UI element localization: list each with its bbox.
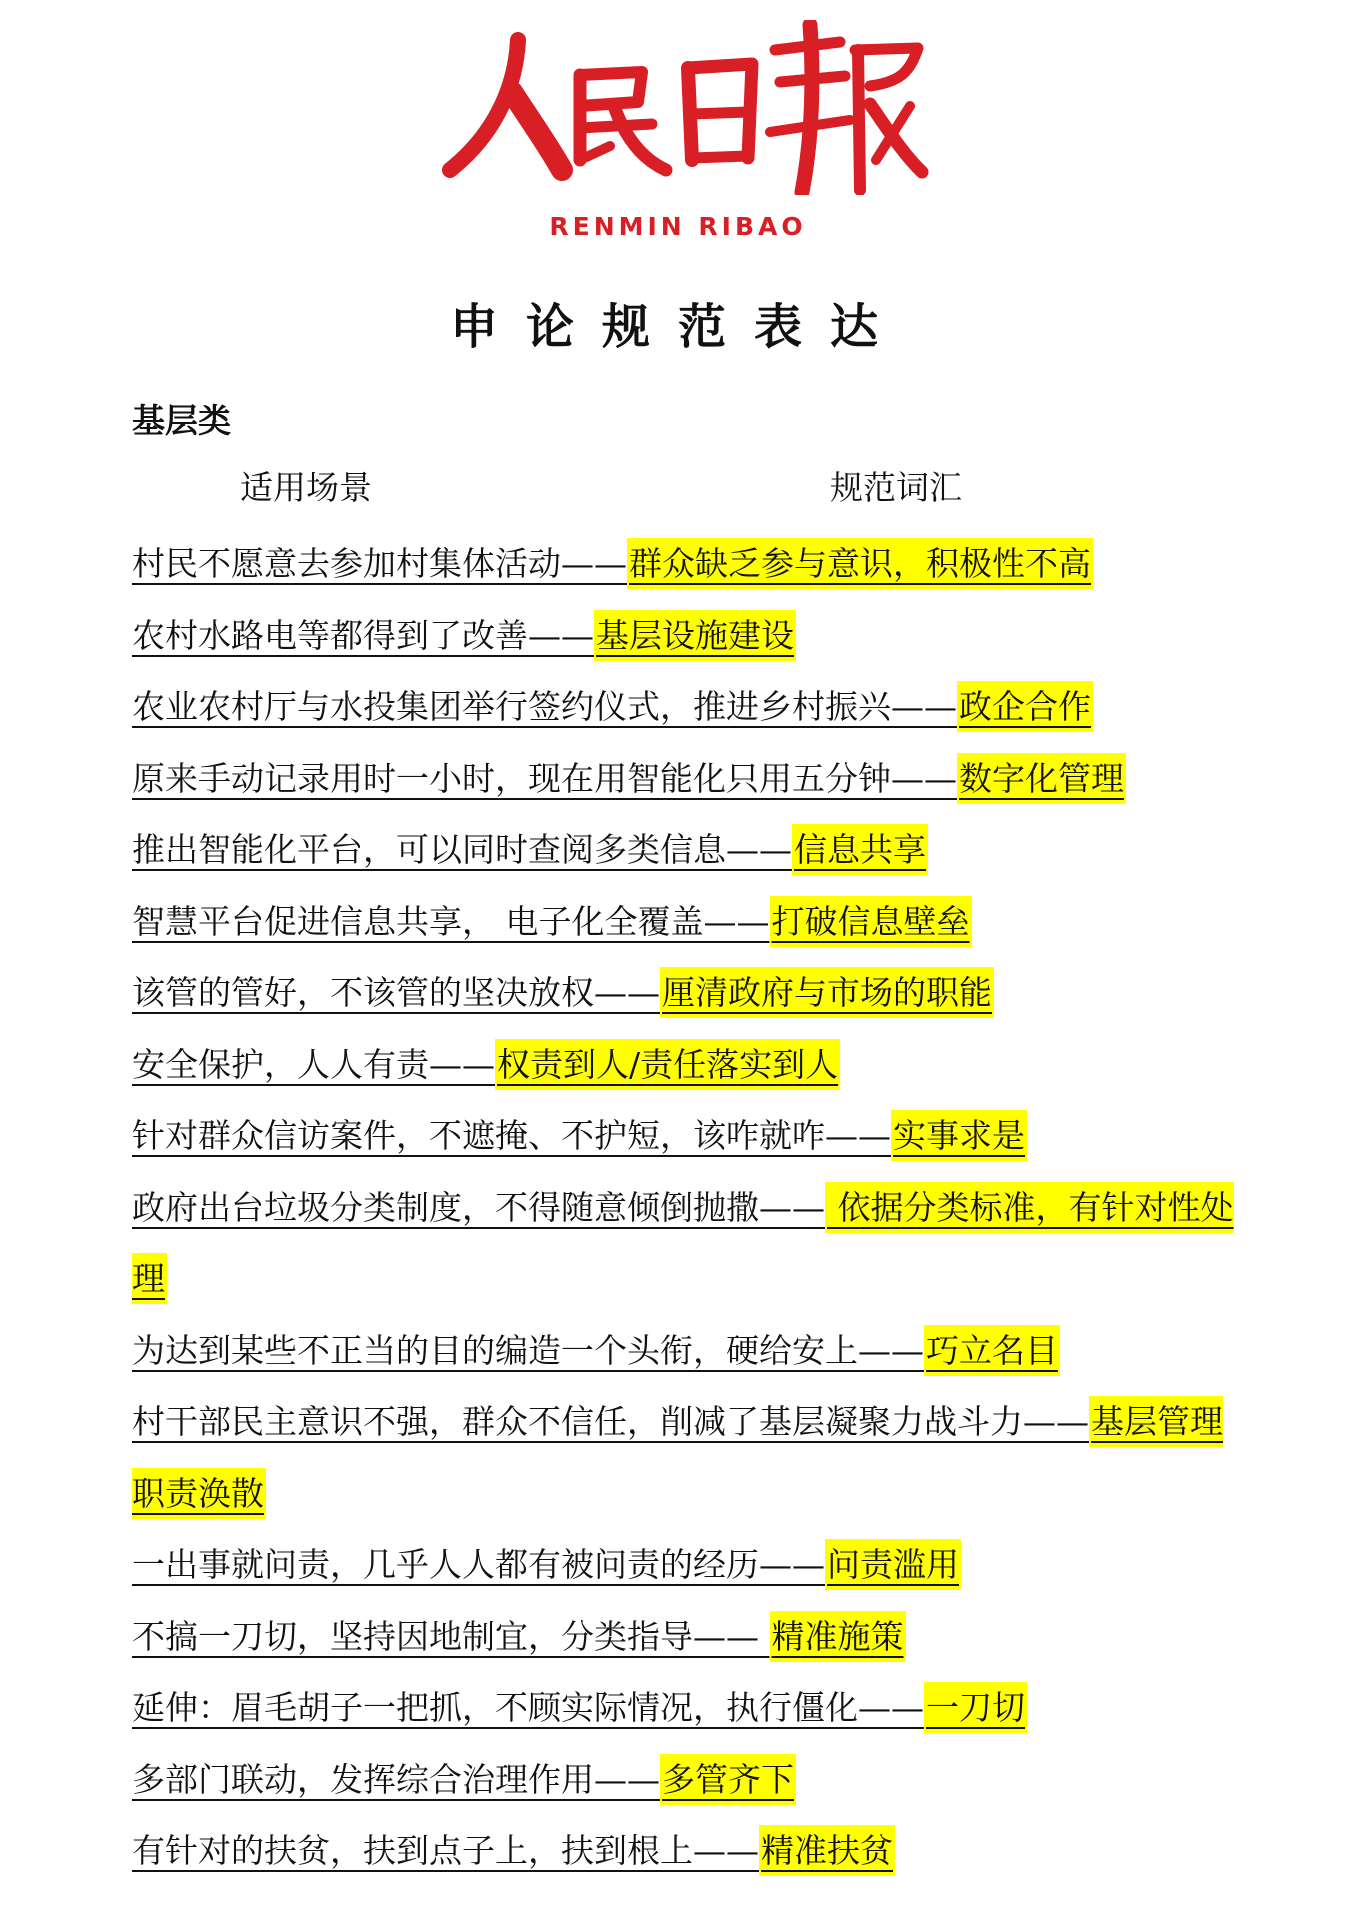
term-highlight: 多管齐下 [660, 1754, 796, 1805]
term-highlight: 打破信息壁垒 [770, 896, 972, 947]
scene-text: 为达到某些不正当的目的编造一个头衔，硬给安上—— [132, 1330, 924, 1370]
scene-text: 延伸：眉毛胡子一把抓，不顾实际情况，执行僵化—— [132, 1688, 924, 1727]
section-heading: 基层类 [132, 401, 231, 440]
scene-text: 不搞一刀切，坚持因地制宜，分类指导—— [132, 1616, 770, 1656]
scene-text: 原来手动记录用时一小时，现在用智能化只用五分钟—— [132, 758, 957, 798]
column-header-term: 规范词汇 [830, 468, 962, 507]
scene-text: 安全保护，人人有责—— [132, 1044, 495, 1084]
term-highlight: 权责到人/责任落实到人 [495, 1039, 840, 1090]
scene-text: 农业农村厅与水投集团举行签约仪式，推进乡村振兴—— [132, 687, 957, 726]
list-item [132, 743, 1252, 815]
list-item [132, 1601, 1252, 1673]
term-highlight: 数字化管理 [957, 753, 1126, 804]
term-highlight: 依据分类标准，有针对性处理 [132, 1182, 1234, 1305]
scene-text: 政府出台垃圾分类制度，不得随意倾倒抛撒—— [132, 1187, 825, 1227]
term-highlight: 问责滥用 [825, 1539, 961, 1590]
list-item [132, 814, 1252, 886]
term-highlight: 巧立名目 [924, 1325, 1060, 1376]
term-highlight: 群众缺乏参与意识，积极性不高 [627, 538, 1093, 589]
masthead-romanized: RENMIN RIBAO [549, 212, 807, 241]
scene-text: 智慧平台促进信息共享， 电子化全覆盖—— [132, 901, 770, 941]
list-item [132, 957, 1252, 1029]
scene-text: 多部门联动，发挥综合治理作用—— [132, 1759, 660, 1799]
term-highlight: 信息共享 [792, 824, 928, 875]
list-item [132, 1386, 1252, 1529]
term-highlight: 厘清政府与市场的职能 [660, 967, 994, 1018]
scene-text: 一出事就问责，几乎人人都有被问责的经历—— [132, 1545, 825, 1584]
scene-text: 村干部民主意识不强，群众不信任，削减了基层凝聚力战斗力—— [132, 1402, 1089, 1441]
term-highlight: 政企合作 [957, 681, 1093, 732]
document-title: 申论规范表达 [449, 299, 906, 355]
scene-text: 针对群众信访案件，不遮掩、不护短，该咋就咋—— [132, 1116, 891, 1155]
scene-text: 有针对的扶贫，扶到点子上，扶到根上—— [132, 1831, 759, 1870]
list-item [132, 671, 1252, 743]
list-item [132, 600, 1252, 672]
renmin-ribao-logo [430, 20, 930, 195]
list-item [132, 1315, 1252, 1387]
list-item [132, 1172, 1252, 1315]
scene-text: 农村水路电等都得到了改善—— [132, 615, 594, 655]
entries-list [132, 528, 1252, 1887]
scene-text: 该管的管好，不该管的坚决放权—— [132, 973, 660, 1012]
term-highlight: 基层管理职责涣散 [132, 1396, 1223, 1519]
list-item [132, 886, 1252, 958]
list-item [132, 1100, 1252, 1172]
column-header-scene: 适用场景 [240, 468, 372, 507]
term-highlight: 精准施策 [770, 1611, 906, 1662]
list-item [132, 1815, 1252, 1887]
list-item [132, 1029, 1252, 1101]
list-item [132, 528, 1252, 600]
term-highlight: 一刀切 [924, 1682, 1027, 1733]
term-highlight: 基层设施建设 [594, 610, 796, 661]
scene-text: 推出智能化平台，可以同时查阅多类信息—— [132, 830, 792, 869]
masthead [0, 20, 1356, 250]
scene-text: 村民不愿意去参加村集体活动—— [132, 544, 627, 583]
list-item [132, 1744, 1252, 1816]
term-highlight: 精准扶贫 [759, 1825, 895, 1876]
term-highlight: 实事求是 [891, 1110, 1027, 1161]
list-item [132, 1529, 1252, 1601]
list-item [132, 1672, 1252, 1744]
